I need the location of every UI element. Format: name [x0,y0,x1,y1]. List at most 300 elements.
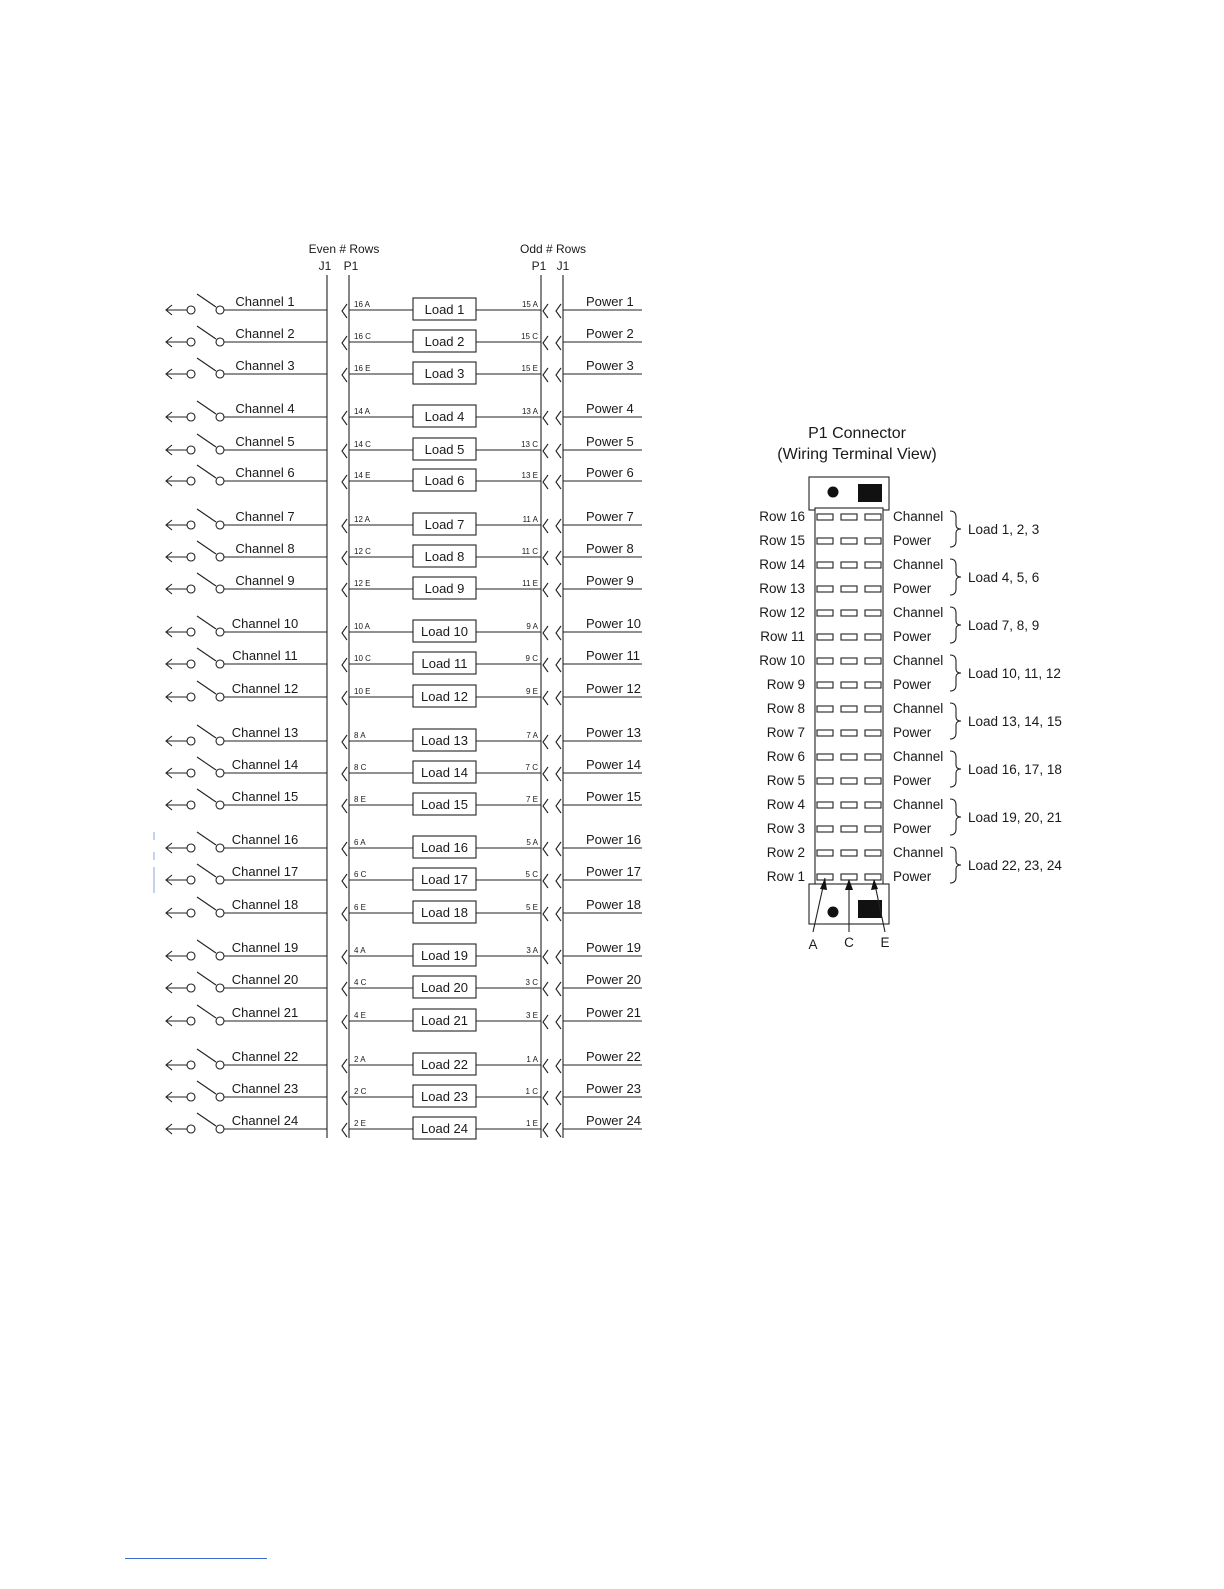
odd-pin-label: 3 A [526,946,538,955]
contact-chevron-icon [543,519,548,533]
channel-label: Channel 15 [231,789,299,804]
contact-chevron-icon [556,475,561,489]
wiring-row [166,1081,642,1107]
top-mounting-hole-icon [828,487,839,498]
connector-slot [817,514,833,520]
even-pin-label: 4 C [354,978,367,987]
connector-slot [865,682,881,688]
connector-row-label: Row 8 [766,701,805,716]
even-pin-label: 16 A [354,300,371,309]
connector-signal-label: Channel [893,653,944,668]
contact-chevron-icon [342,444,347,458]
contact-chevron-icon [543,767,548,781]
connector-slot [817,706,833,712]
power-label: Power 17 [586,864,641,879]
wiring-row [166,972,642,998]
connector-title: P1 Connector [808,425,906,442]
load-group [950,847,1062,883]
odd-pin-label: 15 A [521,300,538,309]
switch-terminal-icon [187,693,195,701]
connector-slot [841,826,857,832]
switch-blade-icon [197,832,216,845]
connector-slot [865,538,881,544]
even-pin-label: 10 E [354,687,371,696]
contact-chevron-icon [342,626,347,640]
power-label: Power 15 [586,789,641,804]
switch-blade-icon [197,725,216,738]
contact-chevron-icon [342,982,347,996]
contact-chevron-icon [543,1059,548,1073]
connector-slot [817,778,833,784]
switch-terminal-icon [216,1017,224,1025]
power-label: Power 14 [586,757,641,772]
load-group-label: Load 13, 14, 15 [968,714,1062,729]
contact-chevron-icon [342,767,347,781]
switch-terminal-icon [216,446,224,454]
channel-label: Channel 5 [235,434,295,449]
connector-row-label: Row 10 [759,653,805,668]
connector-slot [841,610,857,616]
even-pin-label: 4 E [354,1011,367,1020]
load-label: Load 9 [424,581,465,596]
switch-blade-icon [197,940,216,953]
odd-pin-label: 7 C [525,763,538,772]
power-label: Power 20 [586,972,641,987]
load-label: Load 4 [424,409,465,424]
j1-left-header: J1 [318,259,332,273]
odd-pin-label: 11 C [521,547,538,556]
channel-label: Channel 23 [231,1081,299,1096]
contact-chevron-icon [342,475,347,489]
contact-chevron-icon [543,950,548,964]
contact-chevron-icon [342,411,347,425]
contact-chevron-icon [556,874,561,888]
connector-slot [865,730,881,736]
odd-pin-label: 13 C [521,440,538,449]
contact-chevron-icon [543,304,548,318]
top-key-block-icon [858,484,882,502]
even-pin-label: 6 E [354,903,367,912]
odd-pin-label: 3 C [525,978,538,987]
connector-signal-label: Power [893,869,932,884]
channel-label: Channel 7 [235,509,295,524]
contact-chevron-icon [543,658,548,672]
load-group [950,559,1039,595]
wiring-row [166,294,642,320]
connector-slot [817,826,833,832]
contact-chevron-icon [342,1091,347,1105]
switch-terminal-icon [216,1125,224,1133]
wiring-row [166,757,642,783]
contact-chevron-icon [556,1015,561,1029]
group-brace-icon [950,655,961,691]
odd-pin-label: 9 C [525,654,538,663]
switch-blade-icon [197,1005,216,1018]
contact-chevron-icon [342,551,347,565]
connector-slot [865,802,881,808]
power-label: Power 6 [586,465,634,480]
load-group [950,799,1062,835]
connector-signal-label: Channel [893,509,944,524]
connector-slot [817,658,833,664]
contact-chevron-icon [342,950,347,964]
power-label: Power 24 [586,1113,641,1128]
connector-signal-label: Channel [893,845,944,860]
contact-chevron-icon [543,444,548,458]
power-label: Power 22 [586,1049,641,1064]
channel-label: Channel 19 [231,940,299,955]
group-brace-icon [950,607,961,643]
switch-blade-icon [197,972,216,985]
connector-slot [841,586,857,592]
channel-label: Channel 24 [231,1113,299,1128]
load-group-label: Load 16, 17, 18 [968,762,1062,777]
power-label: Power 8 [586,541,634,556]
connector-slot [817,682,833,688]
wiring-row [166,864,642,890]
wiring-rows [166,294,642,1139]
switch-terminal-icon [187,737,195,745]
contact-chevron-icon [342,336,347,350]
contact-chevron-icon [543,735,548,749]
even-pin-label: 16 E [354,364,371,373]
connector-row-label: Row 3 [766,821,805,836]
contact-chevron-icon [556,1059,561,1073]
connector-slot [841,706,857,712]
odd-pin-label: 5 C [525,870,538,879]
load-group [950,607,1039,643]
switch-blade-icon [197,648,216,661]
switch-terminal-icon [187,628,195,636]
switch-blade-icon [197,465,216,478]
load-label: Load 7 [424,517,465,532]
load-group-label: Load 7, 8, 9 [968,618,1040,633]
switch-terminal-icon [187,553,195,561]
power-label: Power 16 [586,832,641,847]
bottom-mounting-hole-icon [828,907,839,918]
contact-chevron-icon [543,551,548,565]
switch-terminal-icon [216,1061,224,1069]
power-label: Power 5 [586,434,634,449]
connector-slot [841,778,857,784]
connector-slot [817,802,833,808]
group-brace-icon [950,511,961,547]
contact-chevron-icon [556,691,561,705]
load-label: Load 3 [424,366,465,381]
contact-chevron-icon [543,336,548,350]
contact-chevron-icon [556,1123,561,1137]
connector-row-label: Row 1 [766,869,805,884]
switch-terminal-icon [216,693,224,701]
contact-chevron-icon [543,691,548,705]
connector-slot [841,730,857,736]
switch-terminal-icon [187,876,195,884]
load-label: Load 17 [421,872,468,887]
connector-slot [841,634,857,640]
connector-slot [865,514,881,520]
switch-terminal-icon [216,769,224,777]
power-label: Power 4 [586,401,634,416]
channel-label: Channel 21 [231,1005,299,1020]
even-pin-label: 10 A [354,622,371,631]
connector-load-groups [950,511,1062,883]
switch-terminal-icon [216,952,224,960]
connector-slot [841,682,857,688]
contact-chevron-icon [556,583,561,597]
channel-label: Channel 2 [235,326,295,341]
channel-label: Channel 13 [231,725,299,740]
contact-chevron-icon [543,1015,548,1029]
contact-chevron-icon [556,735,561,749]
connector-row-label: Row 4 [766,797,805,812]
connector-slot [817,754,833,760]
even-pin-label: 2 C [354,1087,367,1096]
group-brace-icon [950,703,961,739]
connector-row-label: Row 14 [759,557,805,572]
odd-pin-label: 5 A [526,838,538,847]
wiring-row [166,541,642,567]
switch-blade-icon [197,434,216,447]
connector-slot [865,658,881,664]
odd-pin-label: 9 A [526,622,538,631]
connector-signal-label: Channel [893,701,944,716]
contact-chevron-icon [342,658,347,672]
switch-blade-icon [197,573,216,586]
connector-slot [865,778,881,784]
contact-chevron-icon [342,842,347,856]
connector-signal-label: Power [893,773,932,788]
odd-pin-label: 3 E [525,1011,538,1020]
load-label: Load 1 [424,302,465,317]
connector-slot [841,562,857,568]
even-pin-label: 8 C [354,763,367,772]
contact-chevron-icon [543,982,548,996]
switch-terminal-icon [187,660,195,668]
contact-chevron-icon [556,767,561,781]
load-group [950,751,1062,787]
odd-pin-label: 11 A [522,515,538,524]
connector-slot [865,562,881,568]
odd-pin-label: 7 A [526,731,538,740]
group-brace-icon [950,847,961,883]
load-label: Load 8 [424,549,465,564]
connector-row-label: Row 5 [766,773,805,788]
odd-pin-label: 15 C [521,332,538,341]
connector-row-label: Row 15 [759,533,805,548]
switch-terminal-icon [216,876,224,884]
switch-terminal-icon [216,338,224,346]
connector-slot [865,754,881,760]
load-label: Load 21 [421,1013,468,1028]
connector-slot [817,730,833,736]
load-group [950,703,1062,739]
contact-chevron-icon [543,475,548,489]
load-label: Load 13 [421,733,468,748]
connector-signal-label: Power [893,629,932,644]
contact-chevron-icon [543,1091,548,1105]
connector-signal-label: Power [893,677,932,692]
switch-terminal-icon [216,909,224,917]
contact-chevron-icon [556,907,561,921]
contact-chevron-icon [556,1091,561,1105]
load-label: Load 20 [421,980,468,995]
channel-label: Channel 6 [235,465,295,480]
connector-signal-label: Power [893,581,932,596]
switch-terminal-icon [187,952,195,960]
odd-pin-label: 13 A [521,407,538,416]
contact-chevron-icon [543,583,548,597]
connector-signal-label: Power [893,725,932,740]
even-pin-label: 14 A [354,407,371,416]
even-pin-label: 2 E [354,1119,367,1128]
column-label-a: A [808,937,818,952]
switch-blade-icon [197,509,216,522]
channel-label: Channel 14 [231,757,299,772]
load-label: Load 24 [421,1121,468,1136]
wiring-row [166,725,642,751]
channel-label: Channel 17 [231,864,299,879]
connector-slot [865,850,881,856]
contact-chevron-icon [342,368,347,382]
switch-blade-icon [197,864,216,877]
even-pin-label: 12 C [354,547,371,556]
load-label: Load 12 [421,689,468,704]
footnote-separator [125,1558,267,1559]
load-label: Load 22 [421,1057,468,1072]
switch-terminal-icon [187,1017,195,1025]
column-label-c: C [844,935,854,950]
power-label: Power 23 [586,1081,641,1096]
connector-signal-label: Power [893,533,932,548]
connector-row-label: Row 6 [766,749,805,764]
channel-label: Channel 22 [231,1049,299,1064]
wiring-row [166,573,642,599]
group-brace-icon [950,559,961,595]
connector-signal-label: Power [893,821,932,836]
wiring-row [166,1113,642,1139]
load-label: Load 23 [421,1089,468,1104]
load-label: Load 18 [421,905,468,920]
switch-terminal-icon [187,413,195,421]
channel-label: Channel 1 [235,294,295,309]
connector-subtitle: (Wiring Terminal View) [777,446,937,463]
switch-terminal-icon [216,553,224,561]
load-group-label: Load 1, 2, 3 [968,522,1040,537]
contact-chevron-icon [342,1123,347,1137]
connector-signal-label: Channel [893,605,944,620]
switch-blade-icon [197,681,216,694]
contact-chevron-icon [543,1123,548,1137]
wiring-row [166,1049,642,1075]
switch-blade-icon [197,326,216,339]
connector-row-label: Row 16 [759,509,805,524]
contact-chevron-icon [342,304,347,318]
contact-chevron-icon [543,368,548,382]
odd-pin-label: 15 E [521,364,538,373]
switch-terminal-icon [187,844,195,852]
odd-pin-label: 1 A [526,1055,538,1064]
contact-chevron-icon [342,1015,347,1029]
switch-terminal-icon [187,370,195,378]
power-label: Power 19 [586,940,641,955]
switch-terminal-icon [216,801,224,809]
wiring-row [166,789,642,815]
odd-pin-label: 7 E [525,795,538,804]
power-label: Power 10 [586,616,641,631]
load-label: Load 15 [421,797,468,812]
load-label: Load 6 [424,473,465,488]
switch-terminal-icon [187,338,195,346]
even-pin-label: 6 C [354,870,367,879]
contact-chevron-icon [342,799,347,813]
even-pin-label: 8 E [354,795,367,804]
switch-terminal-icon [216,1093,224,1101]
odd-pin-label: 13 E [521,471,538,480]
connector-row-label: Row 2 [766,845,805,860]
contact-chevron-icon [543,626,548,640]
load-group-label: Load 10, 11, 12 [968,666,1061,681]
switch-terminal-icon [216,737,224,745]
connector-row-label: Row 13 [759,581,805,596]
wiring-row [166,832,642,858]
switch-terminal-icon [187,1093,195,1101]
connector-slot [817,850,833,856]
channel-label: Channel 8 [235,541,295,556]
wiring-row [166,358,642,384]
contact-chevron-icon [556,799,561,813]
connector-row-label: Row 7 [766,725,805,740]
even-pin-label: 4 A [354,946,366,955]
channel-label: Channel 12 [231,681,299,696]
channel-label: Channel 16 [231,832,299,847]
power-label: Power 11 [586,648,640,663]
contact-chevron-icon [342,691,347,705]
connector-slot [817,562,833,568]
switch-blade-icon [197,616,216,629]
switch-terminal-icon [187,585,195,593]
odd-pin-label: 1 E [525,1119,538,1128]
switch-blade-icon [197,1081,216,1094]
load-group [950,511,1039,547]
connector-slot [841,754,857,760]
load-group-label: Load 22, 23, 24 [968,858,1062,873]
contact-chevron-icon [556,950,561,964]
contact-chevron-icon [543,874,548,888]
contact-chevron-icon [543,842,548,856]
group-brace-icon [950,751,961,787]
switch-terminal-icon [216,306,224,314]
p1-right-header: P1 [531,259,547,273]
odd-pin-label: 1 C [525,1087,538,1096]
even-pin-label: 16 C [354,332,371,341]
connector-slot [865,706,881,712]
connector-slot [841,658,857,664]
connector-slot [817,634,833,640]
p1-left-header: P1 [343,259,359,273]
load-group-label: Load 19, 20, 21 [968,810,1062,825]
contact-chevron-icon [556,551,561,565]
wiring-row [166,509,642,535]
load-label: Load 11 [421,656,468,671]
switch-blade-icon [197,294,216,307]
odd-pin-label: 11 E [522,579,538,588]
wiring-row [166,1005,642,1031]
switch-terminal-icon [187,1061,195,1069]
channel-label: Channel 4 [235,401,295,416]
power-label: Power 2 [586,326,634,341]
wiring-row [166,401,642,427]
connector-slot [817,538,833,544]
